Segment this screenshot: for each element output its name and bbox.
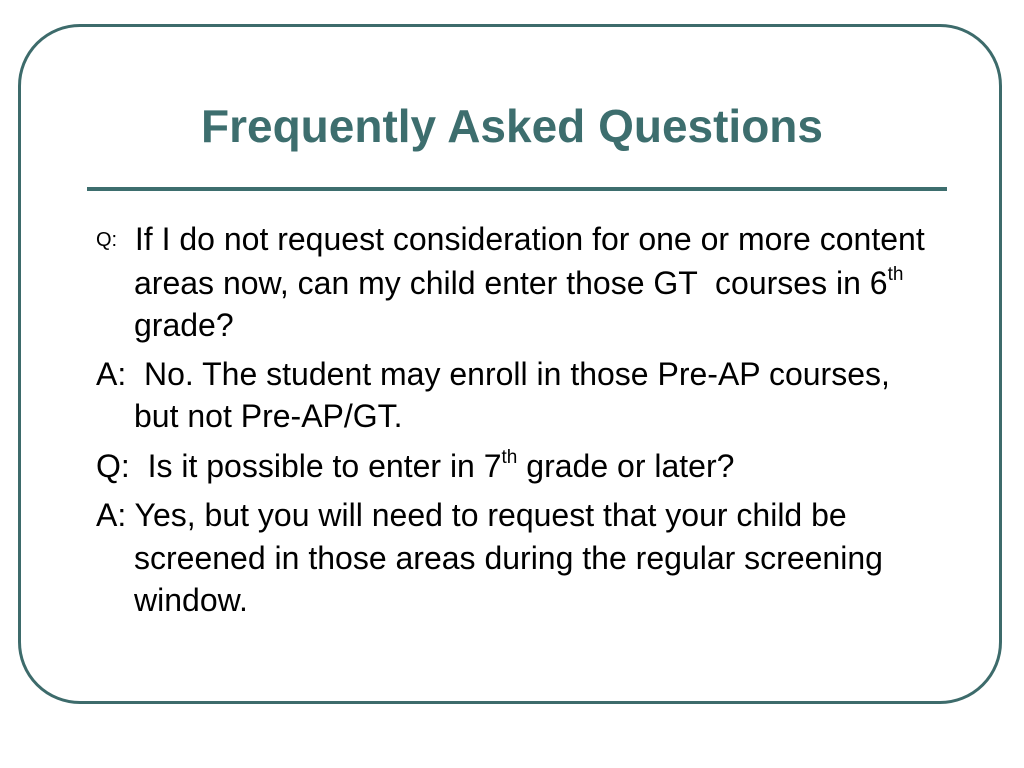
ordinal-suffix: th	[887, 263, 904, 285]
faq-answer-1	[96, 353, 936, 438]
answer-label: A:	[96, 355, 127, 392]
ordinal-suffix: th	[501, 446, 518, 468]
faq-body	[96, 218, 936, 629]
faq-answer-2	[96, 494, 936, 622]
title-divider	[87, 187, 947, 191]
question-text: If I do not request consideration for one or more content areas now, can my child enter those GT courses in 6	[117, 221, 934, 301]
question-text: Is it possible to enter in 7	[129, 447, 502, 484]
question-text-end: grade?	[134, 264, 913, 343]
answer-label: A:	[96, 497, 127, 533]
question-label: Q:	[96, 447, 130, 484]
slide-title: Frequently Asked Questions	[201, 100, 823, 152]
answer-text: No. The student may enroll in those Pre-AP courses, but not Pre-AP/GT.	[126, 355, 899, 434]
question-text-end: grade or later?	[517, 447, 735, 484]
question-label: Q:	[96, 229, 118, 251]
faq-question-2	[96, 445, 936, 488]
answer-text: Yes, but you will need to request that your child be screened in those areas during the regular screening window.	[126, 497, 892, 618]
faq-question-1	[96, 218, 936, 347]
